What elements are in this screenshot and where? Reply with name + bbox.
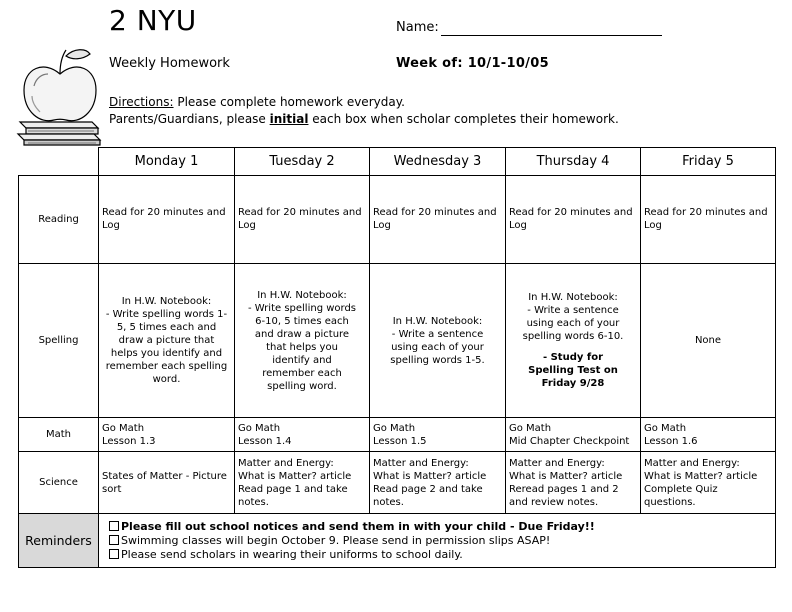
spelling-monday-head: In H.W. Notebook:	[121, 296, 212, 307]
corner-cell	[19, 148, 99, 176]
math-monday-line1: Go Math	[102, 422, 145, 434]
spelling-test-note: - Study for Spelling Test on Friday 9/28	[528, 352, 618, 389]
spelling-monday-body: - Write spelling words 1-5, 5 times each and draw a picture that helps you identify and remember each spelling word.	[105, 309, 228, 385]
name-label: Name:	[396, 20, 439, 35]
math-tuesday-line1: Go Math	[238, 422, 281, 434]
science-thursday-line2: What is Matter? article	[509, 470, 623, 482]
science-thursday-line3: Reread pages 1 and 2 and review notes.	[509, 483, 619, 508]
math-wednesday-line2: Lesson 1.5	[373, 435, 427, 447]
spelling-wednesday-body: - Write a sentence using each of your spelling words 1-5.	[390, 328, 485, 366]
math-wednesday-line1: Go Math	[373, 422, 416, 434]
initial-emphasis: initial	[269, 112, 309, 126]
spelling-friday[interactable]: None	[641, 264, 776, 418]
science-tuesday-line1: Matter and Energy:	[238, 457, 334, 469]
page-subtitle: Weekly Homework	[109, 56, 230, 71]
reminder-text-1: Please fill out school notices and send them in with your child - Due Friday!!	[121, 519, 595, 533]
math-friday-line1: Go Math	[644, 422, 687, 434]
spelling-wednesday-head: In H.W. Notebook:	[392, 315, 483, 327]
class-title: 2 NYU	[109, 4, 197, 37]
reminder-item	[109, 534, 772, 548]
science-wednesday-line2: What is Matter? article	[373, 470, 487, 482]
row-label-spelling: Spelling	[19, 264, 99, 418]
reading-row	[19, 176, 776, 264]
week-of-value: 10/1-10/05	[467, 56, 549, 71]
day-header-friday: Friday 5	[641, 148, 776, 176]
reminder-text-2: Swimming classes will begin October 9. Please send in permission slips ASAP!	[121, 533, 551, 547]
checkbox-icon[interactable]	[109, 535, 119, 545]
reminder-item	[109, 520, 772, 534]
spelling-wednesday[interactable]	[370, 264, 506, 418]
spelling-thursday-head: In H.W. Notebook:	[528, 292, 618, 303]
parents-text-end: each box when scholar completes their homework.	[308, 112, 619, 126]
row-label-science: Science	[19, 452, 99, 514]
directions-label: Directions:	[109, 95, 174, 109]
science-row	[19, 452, 776, 514]
day-header-wednesday: Wednesday 3	[370, 148, 506, 176]
math-thursday[interactable]	[506, 418, 641, 452]
science-tuesday-line3: Read page 1 and take notes.	[238, 483, 348, 508]
spelling-monday[interactable]	[99, 264, 235, 418]
week-of	[396, 56, 549, 71]
row-label-reading: Reading	[19, 176, 99, 264]
math-friday-line2: Lesson 1.6	[644, 435, 698, 447]
parents-text-start: Parents/Guardians, please	[109, 112, 270, 126]
science-tuesday[interactable]	[235, 452, 370, 514]
science-friday-line3: Complete Quiz questions.	[644, 483, 718, 508]
spelling-tuesday-head: In H.W. Notebook:	[257, 289, 347, 301]
science-monday[interactable]: States of Matter - Picture sort	[99, 452, 235, 514]
day-header-row	[19, 148, 776, 176]
reminder-item	[109, 548, 772, 562]
name-field-line[interactable]	[441, 35, 662, 36]
reading-wednesday[interactable]: Read for 20 minutes and Log	[370, 176, 506, 264]
math-tuesday[interactable]	[235, 418, 370, 452]
reminders-list	[99, 514, 776, 568]
science-friday[interactable]	[641, 452, 776, 514]
directions-line	[109, 95, 405, 109]
parents-instructions	[109, 112, 619, 126]
reading-thursday[interactable]: Read for 20 minutes and Log	[506, 176, 641, 264]
science-tuesday-line2: What is Matter? article	[238, 470, 352, 482]
homework-table	[18, 147, 776, 568]
apple-books-icon	[14, 40, 104, 146]
spelling-tuesday[interactable]	[235, 264, 370, 418]
science-friday-line2: What is Matter? article	[644, 470, 758, 482]
spelling-thursday-body: - Write a sentence using each of your spelling words 6-10.	[522, 305, 624, 342]
math-monday[interactable]	[99, 418, 235, 452]
week-of-label: Week of:	[396, 56, 463, 71]
reading-friday[interactable]: Read for 20 minutes and Log	[641, 176, 776, 264]
reminders-row	[19, 514, 776, 568]
reminder-text-3: Please send scholars in wearing their uniforms to school daily.	[121, 547, 463, 561]
science-friday-line1: Matter and Energy:	[644, 457, 740, 469]
math-thursday-line2: Mid Chapter Checkpoint	[509, 435, 630, 447]
day-header-thursday: Thursday 4	[506, 148, 641, 176]
row-label-math: Math	[19, 418, 99, 452]
spelling-thursday[interactable]	[506, 264, 641, 418]
math-row	[19, 418, 776, 452]
math-thursday-line1: Go Math	[509, 422, 552, 434]
science-thursday[interactable]	[506, 452, 641, 514]
day-header-tuesday: Tuesday 2	[235, 148, 370, 176]
math-monday-line2: Lesson 1.3	[102, 435, 156, 447]
day-header-monday: Monday 1	[99, 148, 235, 176]
checkbox-icon[interactable]	[109, 549, 119, 559]
spelling-tuesday-body: - Write spelling words 6-10, 5 times each and draw a picture that helps you identify and remember each spelling word.	[247, 302, 357, 392]
math-tuesday-line2: Lesson 1.4	[238, 435, 292, 447]
math-friday[interactable]	[641, 418, 776, 452]
checkbox-icon[interactable]	[109, 521, 119, 531]
science-wednesday[interactable]	[370, 452, 506, 514]
reading-monday[interactable]: Read for 20 minutes and Log	[99, 176, 235, 264]
directions-text: Please complete homework everyday.	[173, 95, 405, 109]
spelling-row	[19, 264, 776, 418]
science-wednesday-line1: Matter and Energy:	[373, 457, 469, 469]
science-thursday-line1: Matter and Energy:	[509, 457, 605, 469]
science-wednesday-line3: Read page 2 and take notes.	[373, 483, 483, 508]
reading-tuesday[interactable]: Read for 20 minutes and Log	[235, 176, 370, 264]
row-label-reminders: Reminders	[19, 514, 99, 568]
math-wednesday[interactable]	[370, 418, 506, 452]
